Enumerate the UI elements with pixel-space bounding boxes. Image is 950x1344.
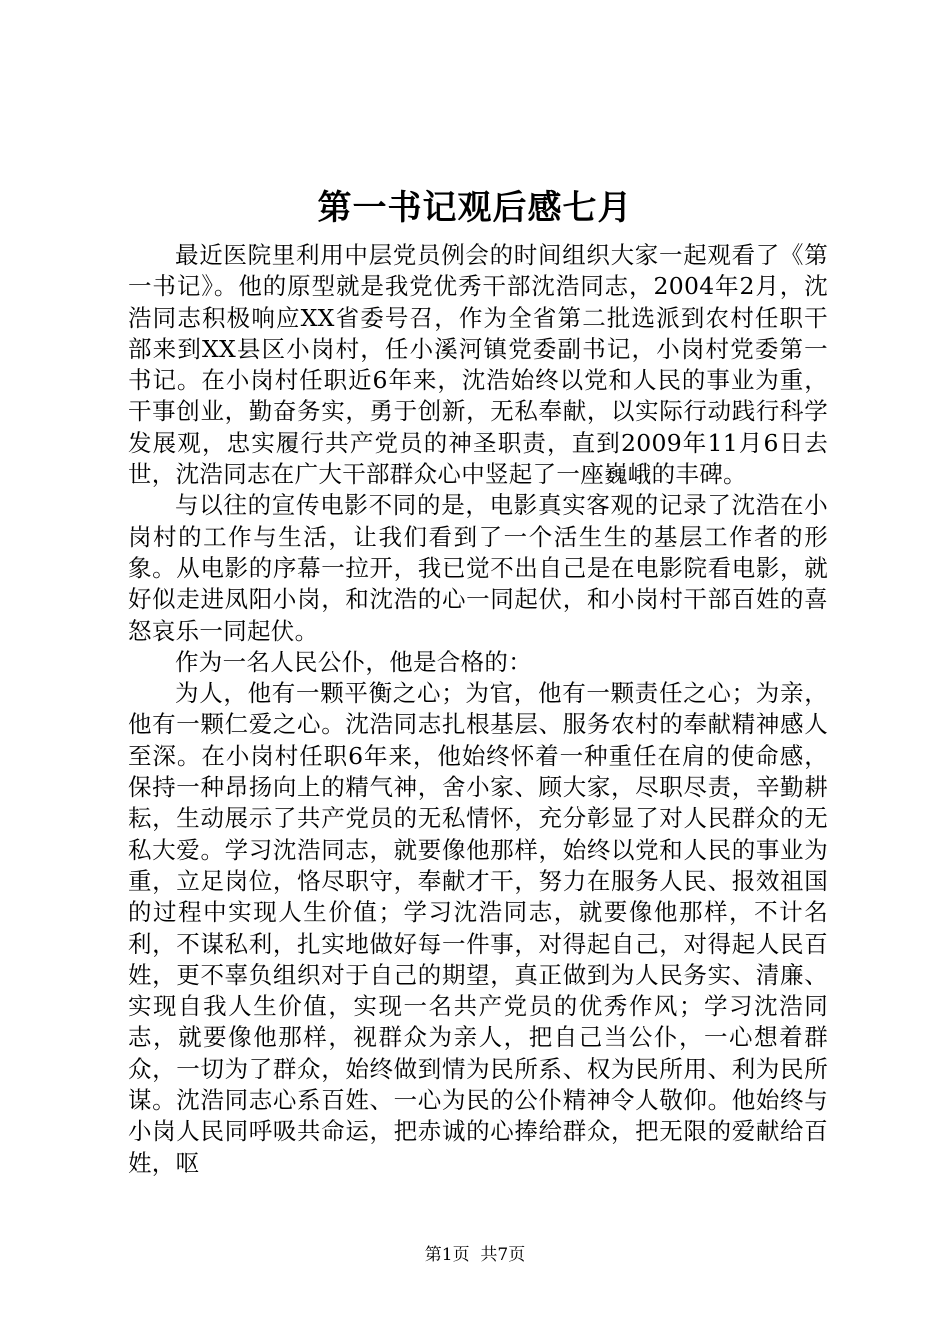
page-number: 第1页 [424, 1245, 470, 1265]
paragraph-intro: 最近医院里利用中层党员例会的时间组织大家一起观看了《第一书记》。他的原型就是我党优秀干部沈浩同志，2004年2月，沈浩同志积极响应XX省委号召，作为全省第二批选派到农村任职干部来到XX县区小岗村，任小溪河镇党委副书记，小岗村党委第一书记。在小岗村任职近6年来，沈浩始终以党和人民的事业为重，干事创业，勤奋务实，勇于创新，无私奉献，以实际行动践行科学发展观，忠实履行共产党员的神圣职责，直到2009年11月6日去世，沈浩同志在广大干部群众心中竖起了一座巍峨的丰碑。 [128, 241, 828, 489]
paragraph-film-description: 与以往的宣传电影不同的是，电影真实客观的记录了沈浩在小岗村的工作与生活，让我们看到了一个活生生的基层工作者的形象。从电影的序幕一拉开，我已觉不出自己是在电影院看电影，就好似走进凤阳小岗，和沈浩的心一同起伏，和小岗村干部百姓的喜怒哀乐一同起伏。 [128, 491, 828, 645]
paragraph-learning: 为人，他有一颗平衡之心；为官，他有一颗责任之心；为亲，他有一颗仁爱之心。沈浩同志扎根基层、服务农村的奉献精神感人至深。在小岗村任职6年来，他始终怀着一种重任在肩的使命感，保持一种昂扬向上的精气神，舍小家、顾大家，尽职尽责，辛勤耕耘，生动展示了共产党员的无私情怀，充分彰显了对人民群众的无私大爱。学习沈浩同志，就要像他那样，始终以党和人民的事业为重，立足岗位，恪尽职守，奉献才干，努力在服务人民、报效祖国的过程中实现人生价值；学习沈浩同志，就要像他那样，不计名利，不谋私利，扎实地做好每一件事，对得起自己，对得起人民百姓，更不辜负组织对于自己的期望，真正做到为人民务实、清廉、实现自我人生价值，实现一名共产党员的优秀作风；学习沈浩同志，就要像他那样，视群众为亲人，把自己当公仆，一心想着群众，一切为了群众，始终做到情为民所系、权为民所用、利为民所谋。沈浩同志心系百姓、一心为民的公仆精神令人敬仰。他始终与小岗人民同呼吸共命运，把赤诚的心捧给群众，把无限的爱献给百姓，呕 [128, 679, 828, 1177]
page-total: 共7页 [480, 1245, 526, 1265]
paragraph-public-servant: 作为一名人民公仆，他是合格的： [175, 647, 532, 676]
document-title: 第一书记观后感七月 [317, 188, 633, 228]
page-footer [0, 1243, 950, 1267]
document-body [128, 240, 828, 1179]
